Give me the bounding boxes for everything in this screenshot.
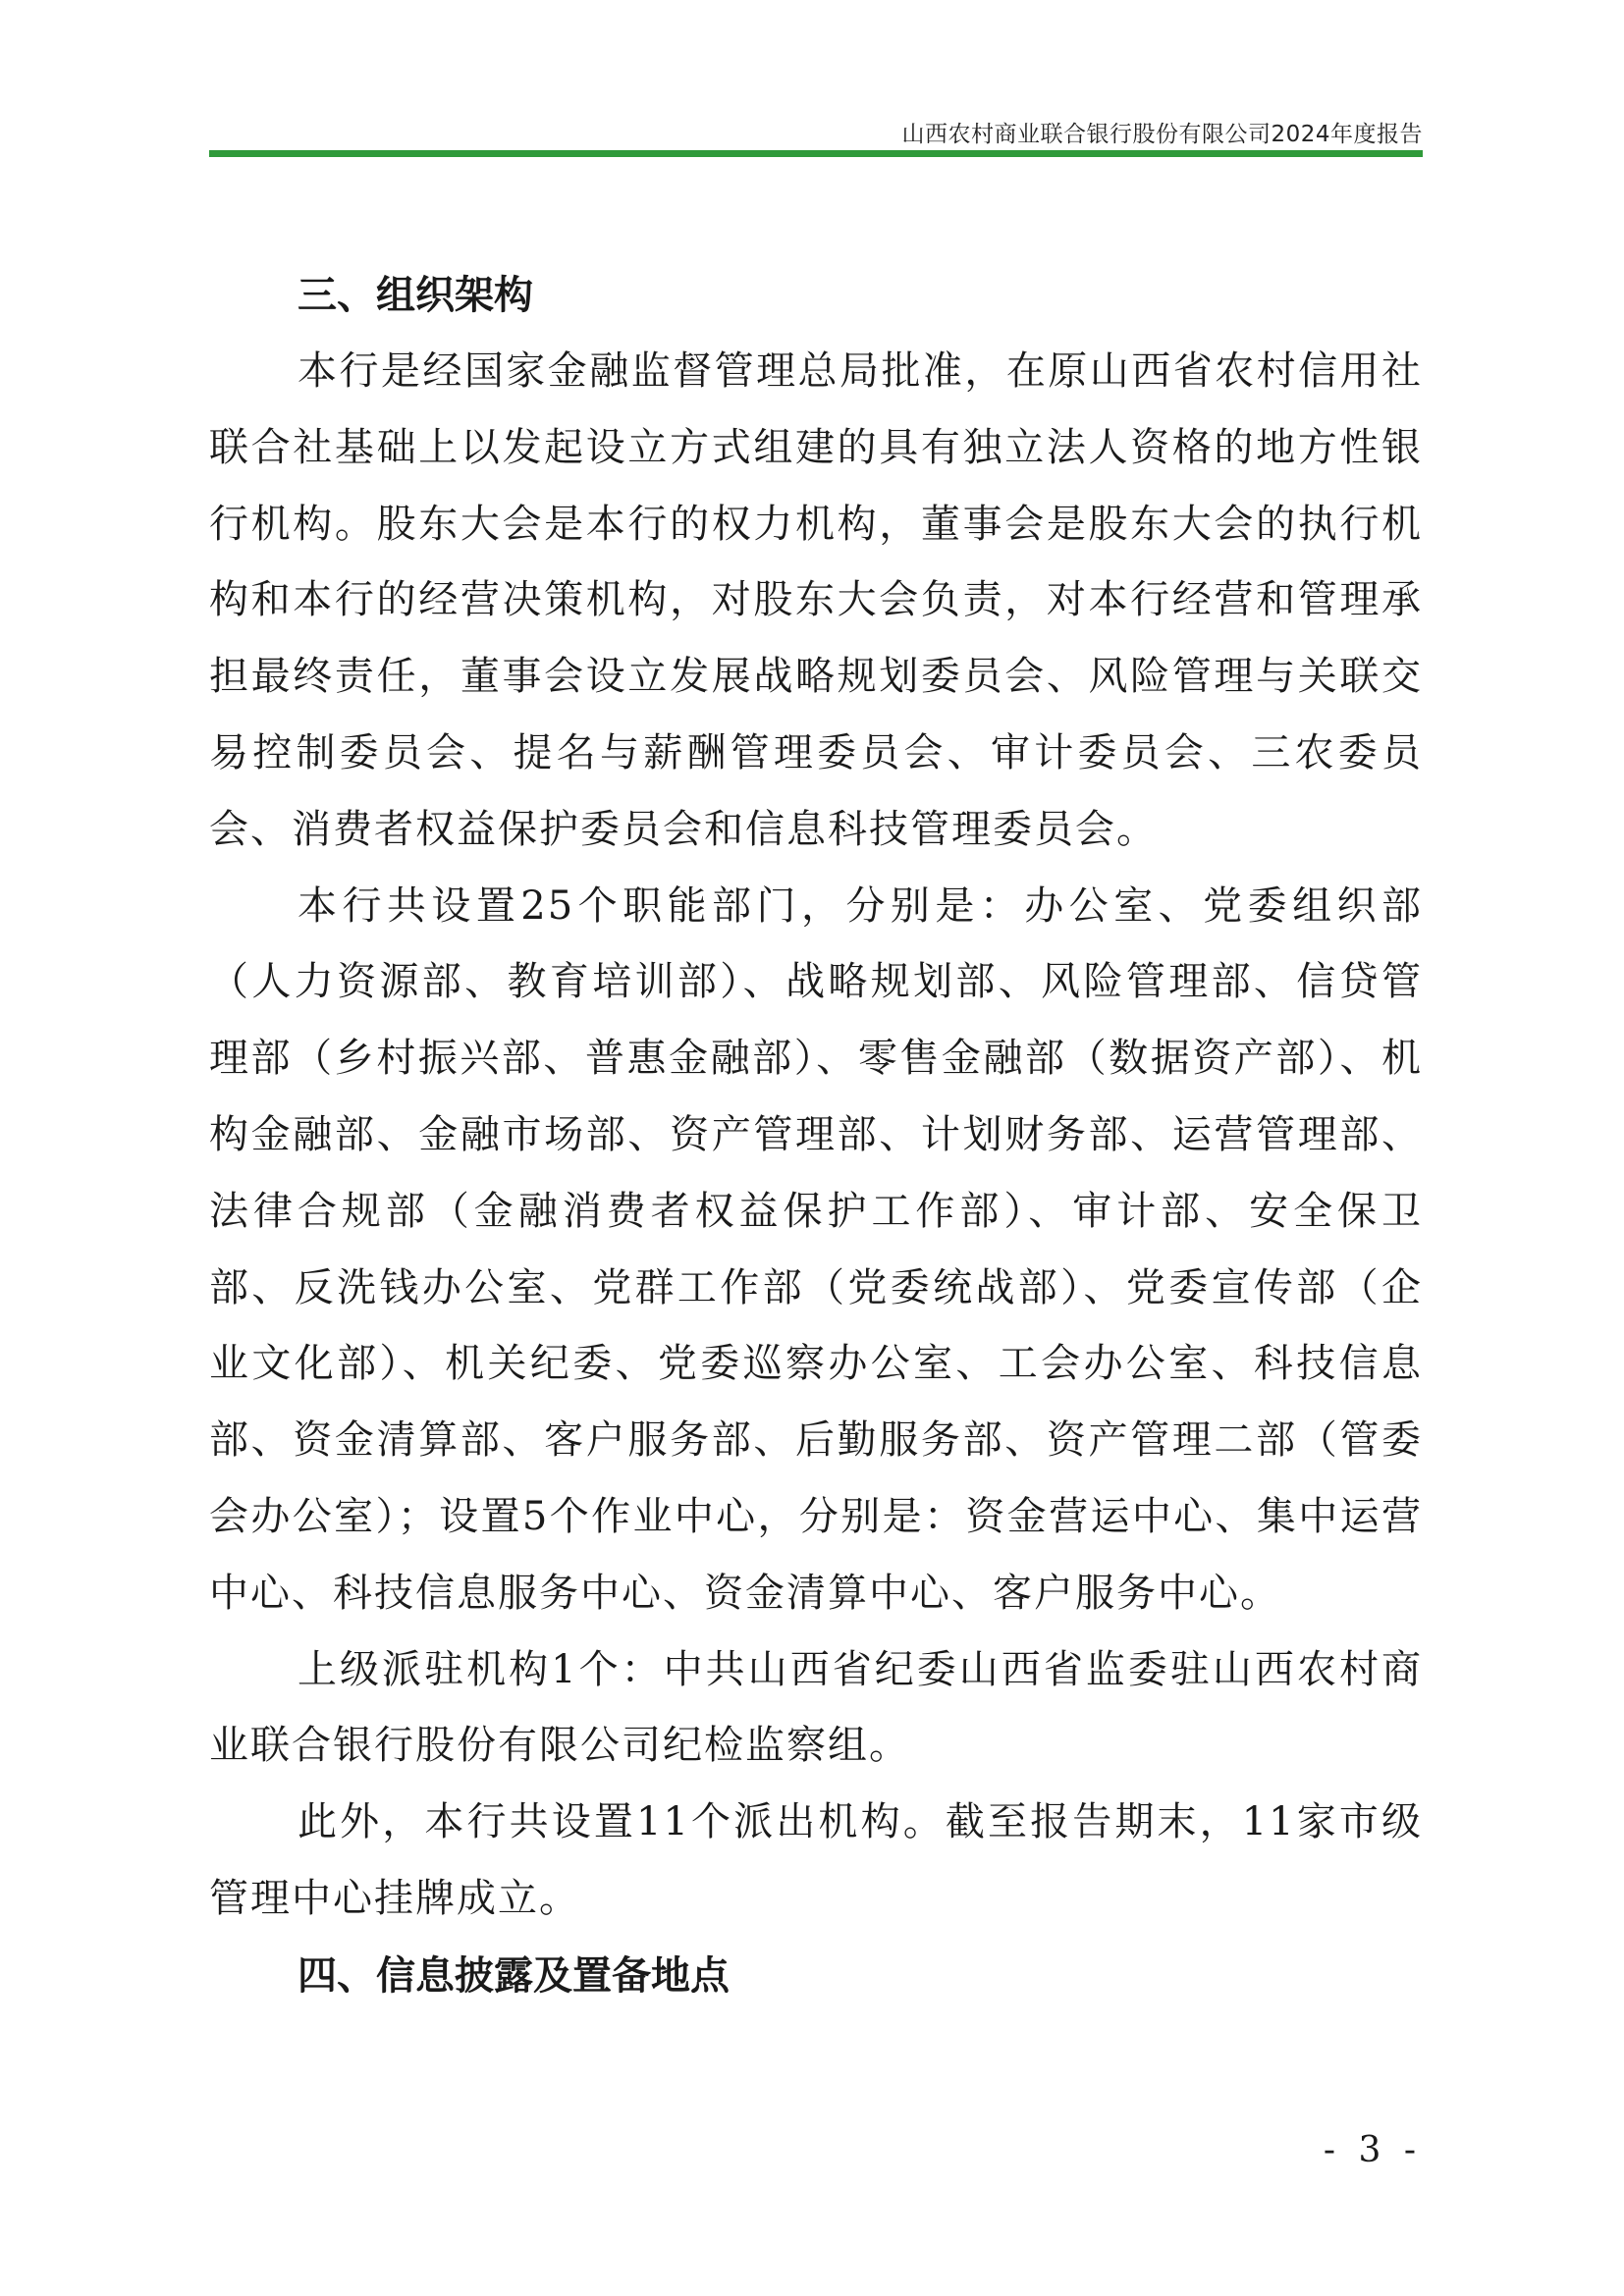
- paragraph-overview: 本行是经国家金融监督管理总局批准，在原山西省农村信用社联合社基础上以发起设立方式组建的具有独立法人资格的地方性银行机构。股东大会是本行的权力机构，董事会是股东大会的执行机构和本行的经营决策机构，对股东大会负责，对本行经营和管理承担最终责任，董事会设立发展战略规划委员会、风险管理与关联交易控制委员会、提名与薪酬管理委员会、审计委员会、三农委员会、消费者权益保护委员会和信息科技管理委员会。: [209, 348, 1423, 852]
- paragraph-branch-offices: 此外，本行共设置11个派出机构。截至报告期末，11家市级管理中心挂牌成立。: [209, 1799, 1423, 1921]
- report-header-title: 山西农村商业联合银行股份有限公司2024年度报告: [901, 122, 1423, 147]
- section-heading-disclosure: 四、信息披露及置备地点: [298, 1952, 730, 1999]
- page-number: - 3 -: [1323, 2130, 1422, 2170]
- header-divider: [209, 150, 1423, 157]
- paragraph-dispatched-agency: 上级派驻机构1个：中共山西省纪委山西省监委驻山西农村商业联合银行股份有限公司纪检监察组。: [209, 1646, 1423, 1769]
- page-body: [209, 257, 1423, 2014]
- paragraph-departments: 本行共设置25个职能部门，分别是：办公室、党委组织部（人力资源部、教育培训部）、战略规划部、风险管理部、信贷管理部（乡村振兴部、普惠金融部）、零售金融部（数据资产部）、机构金融部、金融市场部、资产管理部、计划财务部、运营管理部、法律合规部（金融消费者权益保护工作部）、审计部、安全保卫部、反洗钱办公室、党群工作部（党委统战部）、党委宣传部（企业文化部）、机关纪委、党委巡察办公室、工会办公室、科技信息部、资金清算部、客户服务部、后勤服务部、资产管理二部（管委会办公室）；设置5个作业中心，分别是：资金营运中心、集中运营中心、科技信息服务中心、资金清算中心、客户服务中心。: [209, 882, 1423, 1616]
- section-heading-organization: 三、组织架构: [298, 273, 533, 318]
